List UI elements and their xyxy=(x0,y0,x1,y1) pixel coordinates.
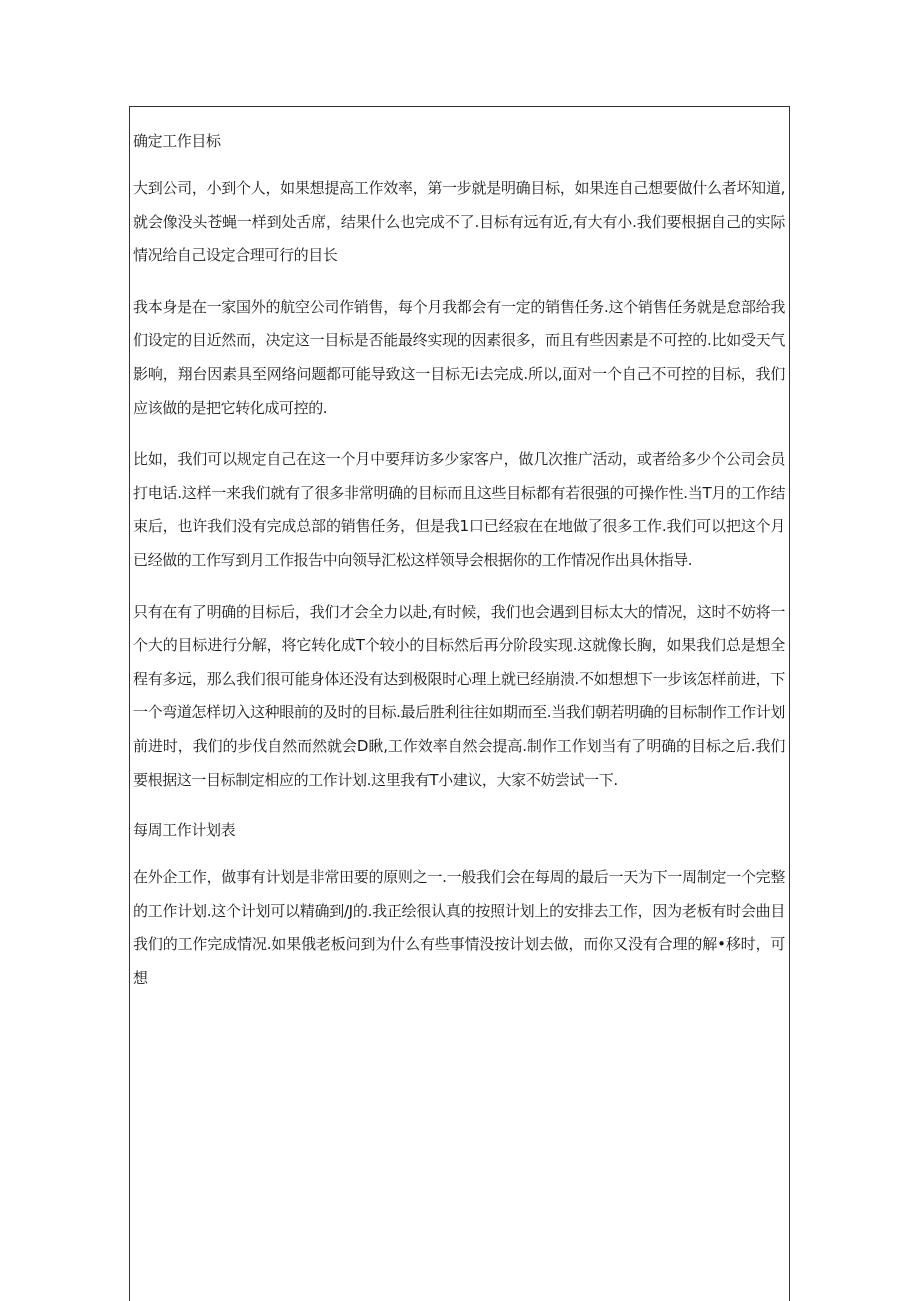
document-frame xyxy=(129,106,790,1301)
paragraph-weekly-plan: 在外企工作，做事有计划是非常田要的原则之一.一般我们会在每周的最后一天为下一周制定一个完整的工作计划.这个计划可以精确到/J的.我正绘很认真的按照计划上的安排去工作，因为老板有时会曲目我们的工作完成情况.如果俄老板问到为什么有些事情没按计划去做，而你又没有合理的解•移时，可想 xyxy=(133,868,785,987)
section-heading-goals: 确定工作目标 xyxy=(133,132,221,150)
paragraph-break-down-goals: 只有在有了明确的目标后，我们才会全力以赴,有时候，我们也会遇到目标太大的情况，这时不妨将一个大的目标进行分解，将它转化成T个较小的目标然后再分阶段实现.这就像长胸，如果我们总是想全程有多远，那么我们很可能身体还没有达到极限时心理上就已经崩溃.不如想想下一步该怎样前进，下一个弯道怎样切入这种眼前的及时的目标.最后胜利往往如期而至.当我们朝若明确的目标制作工作计划前进时，我们的步伐自然而然就会D瞅,工作效率自然会提高.制作工作划当有了明确的目标之后.我们要根据这一目标制定相应的工作计划.这里我有T小建议，大家不妨尝试一下. xyxy=(133,602,785,789)
paragraph-sales-task: 我本身是在一家国外的航空公司作销售，每个月我都会有一定的销售任务.这个销售任务就是怠部给我们设定的目近然而，决定这一目标是否能最终实现的因素很多，而且有些因素是不可控的.比如受天气影响，翔台因素具至网络问题都可能导致这一目标无i去完成.所以,面对一个自己不可控的目标，我们应该做的是把它转化成可控的. xyxy=(133,297,785,417)
paragraph-controllable-goals: 比如，我们可以规定自己在这一个月中要拜访多少家客户，做几次推广活动，或者给多少个公司会员打电话.这样一来我们就有了很多非常明确的目标而且这些目标都有若很强的可操作性.当T月的工作结束后，也许我们没有完成总部的销售任务，但是我1口已经寂在在地做了很多工作.我们可以把这个月已经做的工作写到月工作报告中向领导汇松这样领导会根据你的工作情况作出具休指导. xyxy=(133,450,785,569)
document-content xyxy=(133,107,785,995)
paragraph-goal-intro: 大到公司，小到个人，如果想提高工作效率，第一步就是明确目标，如果连自己想要做什么者坏知道,就会像没头苍蝇一样到处舌席，结果什么也完成不了.目标有远有近,有大有小.我们要根据自己的实际情况给自己设定合理可行的目长 xyxy=(133,179,785,265)
section-heading-weekly-plan: 每周工作计划表 xyxy=(133,821,236,840)
